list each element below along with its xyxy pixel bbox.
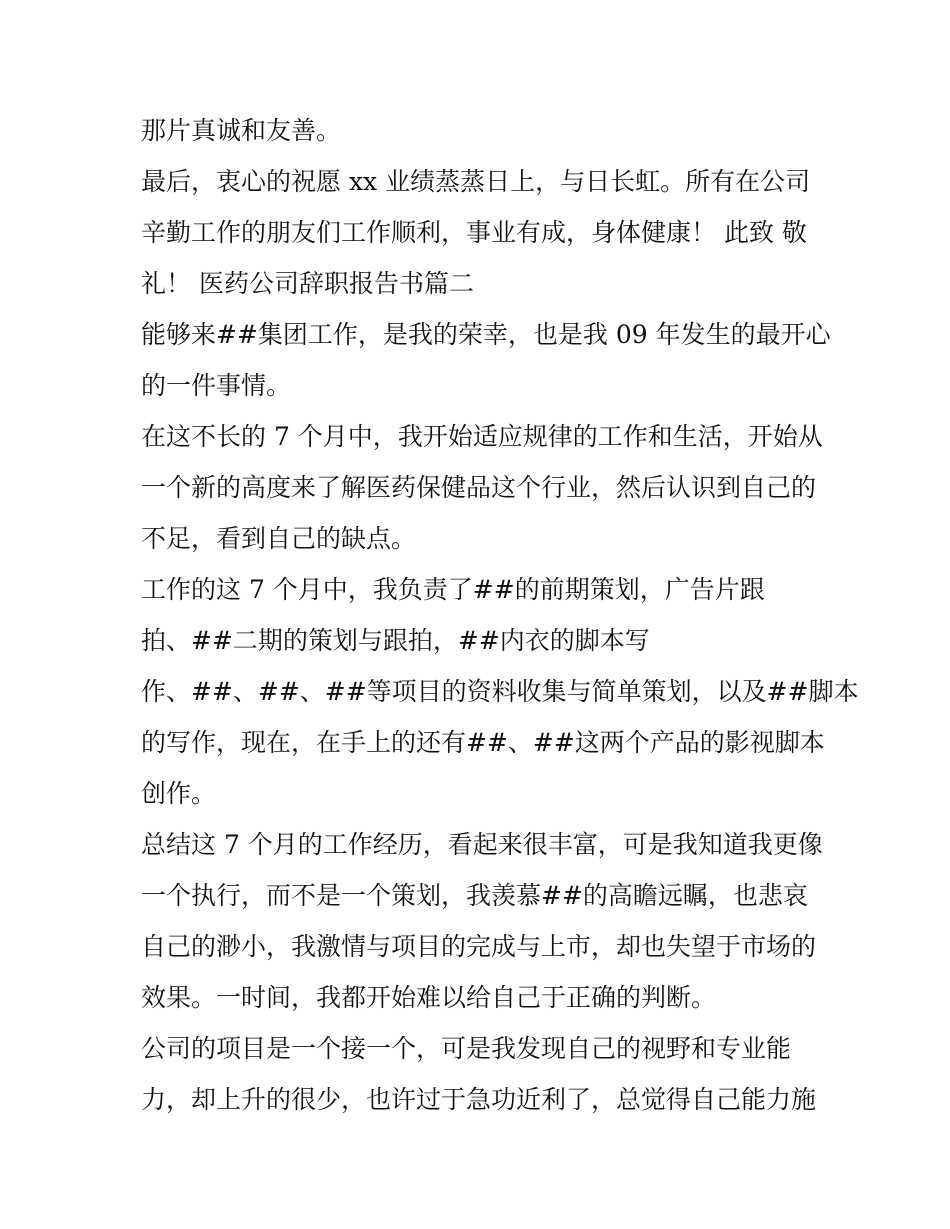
text-line: 的写作，现在，在手上的还有##、##这两个产品的影视脚本 (141, 728, 825, 757)
text-line: 那片真诚和友善。 (141, 116, 342, 145)
text-line: 公司的项目是一个接一个，可是我发现自己的视野和专业能 (141, 1034, 792, 1063)
text-line: 效果。一时间，我都开始难以给自己于正确的判断。 (141, 983, 717, 1012)
text-line: 辛勤工作的朋友们工作顺利，事业有成，身体健康！ 此致 敬 (141, 218, 807, 247)
text-line: 礼！ 医药公司辞职报告书篇二 (141, 269, 474, 298)
text-line: 力，却上升的很少，也许过于急功近利了，总觉得自己能力施 (141, 1085, 817, 1114)
text-line: 创作。 (141, 779, 217, 808)
text-line: 总结这 7 个月的工作经历，看起来很丰富，可是我知道我更像 (141, 830, 823, 859)
text-line: 自己的渺小，我激情与项目的完成与上市，却也失望于市场的 (141, 932, 817, 961)
text-line: 一个新的高度来了解医药保健品这个行业，然后认识到自己的 (141, 473, 817, 502)
document-body (141, 105, 859, 1125)
text-line: 工作的这 7 个月中，我负责了##的前期策划，广告片跟 (141, 575, 765, 604)
text-line: 作、##、##、##等项目的资料收集与简单策划，以及##脚本 (141, 677, 859, 706)
text-line: 最后，衷心的祝愿 xx 业绩蒸蒸日上，与日长虹。所有在公司 (141, 167, 811, 196)
text-line: 拍、##二期的策划与跟拍，##内衣的脚本写 (141, 626, 650, 655)
text-line: 的一件事情。 (141, 371, 292, 400)
text-line: 能够来##集团工作，是我的荣幸，也是我 09 年发生的最开心 (141, 320, 831, 349)
text-line: 一个执行，而不是一个策划，我羡慕##的高瞻远瞩，也悲哀 (141, 881, 808, 910)
text-line: 在这不长的 7 个月中，我开始适应规律的工作和生活，开始从 (141, 422, 823, 451)
text-line: 不足，看到自己的缺点。 (141, 524, 417, 553)
